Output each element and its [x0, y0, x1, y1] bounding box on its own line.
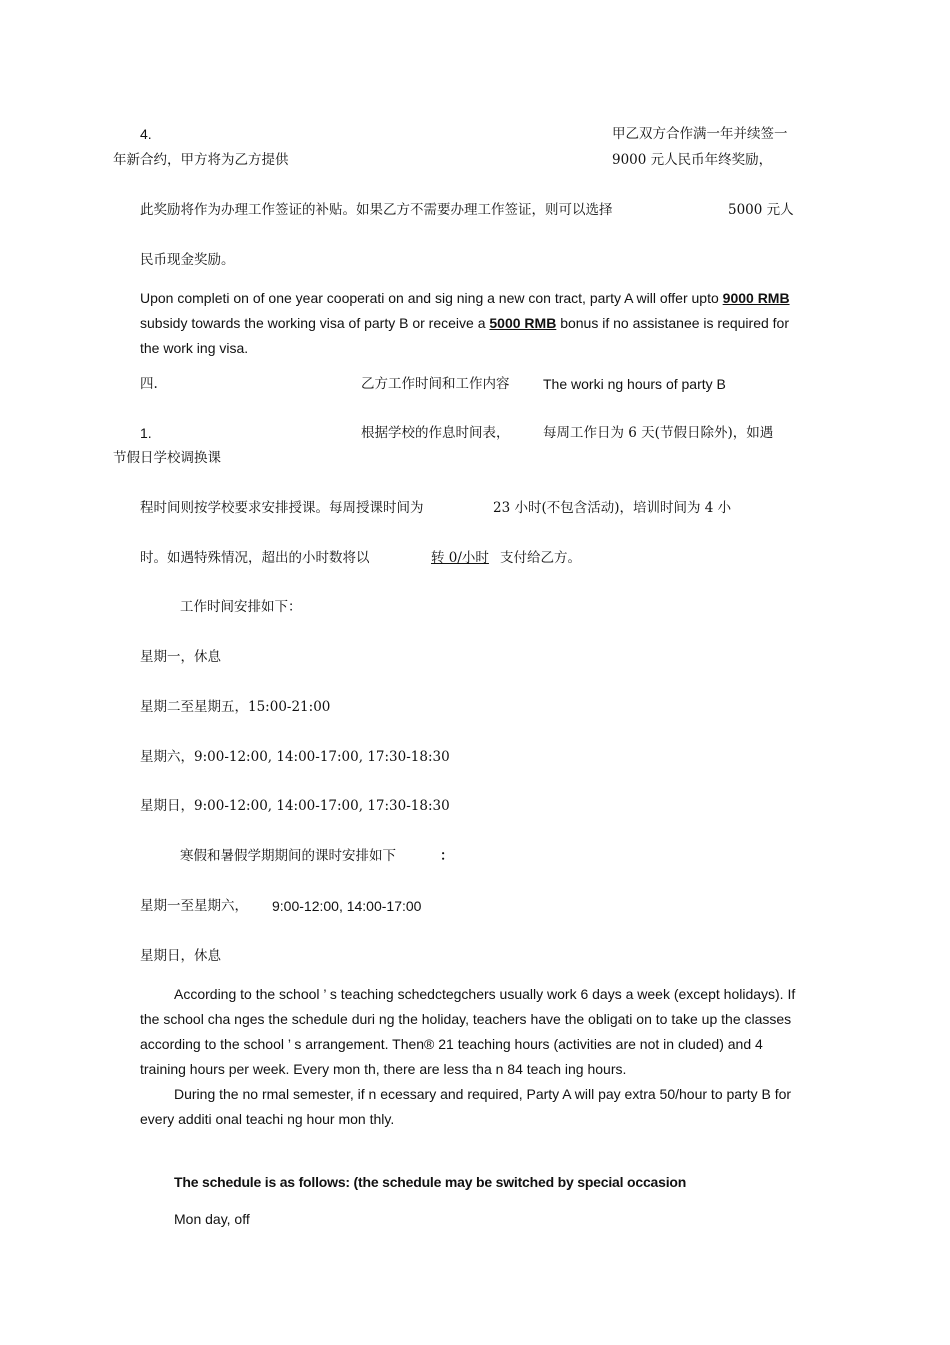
- bonus-amount-5000: 5000 RMB: [489, 315, 557, 331]
- bonus-text-part2: subsidy towards the working visa of party B or receive a: [140, 315, 490, 331]
- schedule-heading-en: The schedule is as follows: (the schedule may be switched by special occasion: [174, 1174, 687, 1190]
- bonus-clause-amount: 5000 元人: [728, 202, 794, 218]
- schedule-monday-en: Mon day, off: [174, 1211, 250, 1227]
- schedule-monday-cn: 星期一，休息: [140, 649, 221, 665]
- bonus-amount-9000: 9000 RMB: [722, 290, 790, 306]
- item1-line3-right: 23 小时(不包含活动)，培训时间为 4 小: [493, 500, 732, 516]
- item1-line2: 节假日学校调换课: [113, 450, 221, 466]
- item1-mid: 根据学校的作息时间表，: [361, 425, 510, 441]
- holiday-sunday: 星期日，休息: [140, 948, 221, 964]
- holiday-mon-sat-time: 9:00-12:00, 14:00-17:00: [272, 898, 422, 914]
- schedule-tue-fri-cn: 星期二至星期五，15:00-21:00: [140, 699, 331, 715]
- section-number: 四.: [140, 376, 158, 392]
- schedule-sunday-cn: 星期日，9:00-12:00, 14:00-17:00, 17:30-18:30: [140, 798, 450, 814]
- schedule-heading-cn: 工作时间安排如下：: [180, 599, 302, 615]
- item1-number: 1.: [140, 425, 152, 441]
- item1-right: 每周工作日为 6 天(节假日除外)，如遇: [543, 425, 774, 441]
- holiday-schedule-heading: 寒假和暑假学期期间的课时安排如下: [180, 848, 396, 864]
- bonus-clause-line2-left: 年新合约，甲方将为乙方提供: [113, 152, 289, 168]
- bonus-clause-line1: 甲乙双方合作满一年并续签一: [612, 126, 788, 142]
- item-number: 4.: [140, 126, 152, 142]
- item1-line3-left: 程时间则按学校要求安排授课。每周授课时间为: [140, 500, 424, 516]
- section-title-en: The worki ng hours of party B: [543, 376, 726, 392]
- bonus-clause-line3: 此奖励将作为办理工作签证的补贴。如果乙方不需要办理工作签证，则可以选择: [140, 202, 613, 218]
- bonus-clause-line2-right: 9000 元人民币年终奖励，: [612, 152, 773, 168]
- bonus-text-part1: Upon completi on of one year cooperati on and sig ning a new con tract, party A will offer upto: [140, 290, 723, 306]
- schedule-saturday-cn: 星期六，9:00-12:00, 14:00-17:00, 17:30-18:30: [140, 749, 450, 765]
- section-title-cn: 乙方工作时间和工作内容: [361, 376, 510, 392]
- english-hours-paragraphs: [140, 982, 805, 1132]
- english-bonus-paragraph: [140, 286, 805, 361]
- overtime-rate: 转 0/小时: [431, 550, 489, 566]
- english-overtime-paragraph: During the no rmal semester, if n ecessary and required, Party A will pay extra 50/hour to party B for every additi onal teachi ng hour mon thly.: [140, 1086, 792, 1127]
- bonus-text-part3: bonus if no assistanee is required for the work ing visa.: [140, 315, 790, 356]
- holiday-mon-sat-label: 星期一至星期六，: [140, 898, 248, 914]
- item1-line4-right: 支付给乙方。: [500, 550, 581, 566]
- english-hours-paragraph: According to the school ’ s teaching schedctegchers usually work 6 days a week (except holidays). If the school cha nges the schedule duri ng the holiday, teachers have the obligati on to take up the classes according to the school ’ s arrangement. Then® 21 teaching hours (activities are not in cluded) and 4 training hours per week. Every mon th, there are less tha n 84 teach ing hours.: [140, 986, 796, 1077]
- item1-line4-left: 时。如遇特殊情况，超出的小时数将以: [140, 550, 370, 566]
- holiday-heading-colon: ：: [440, 848, 454, 864]
- bonus-clause-line4: 民币现金奖励。: [140, 252, 235, 268]
